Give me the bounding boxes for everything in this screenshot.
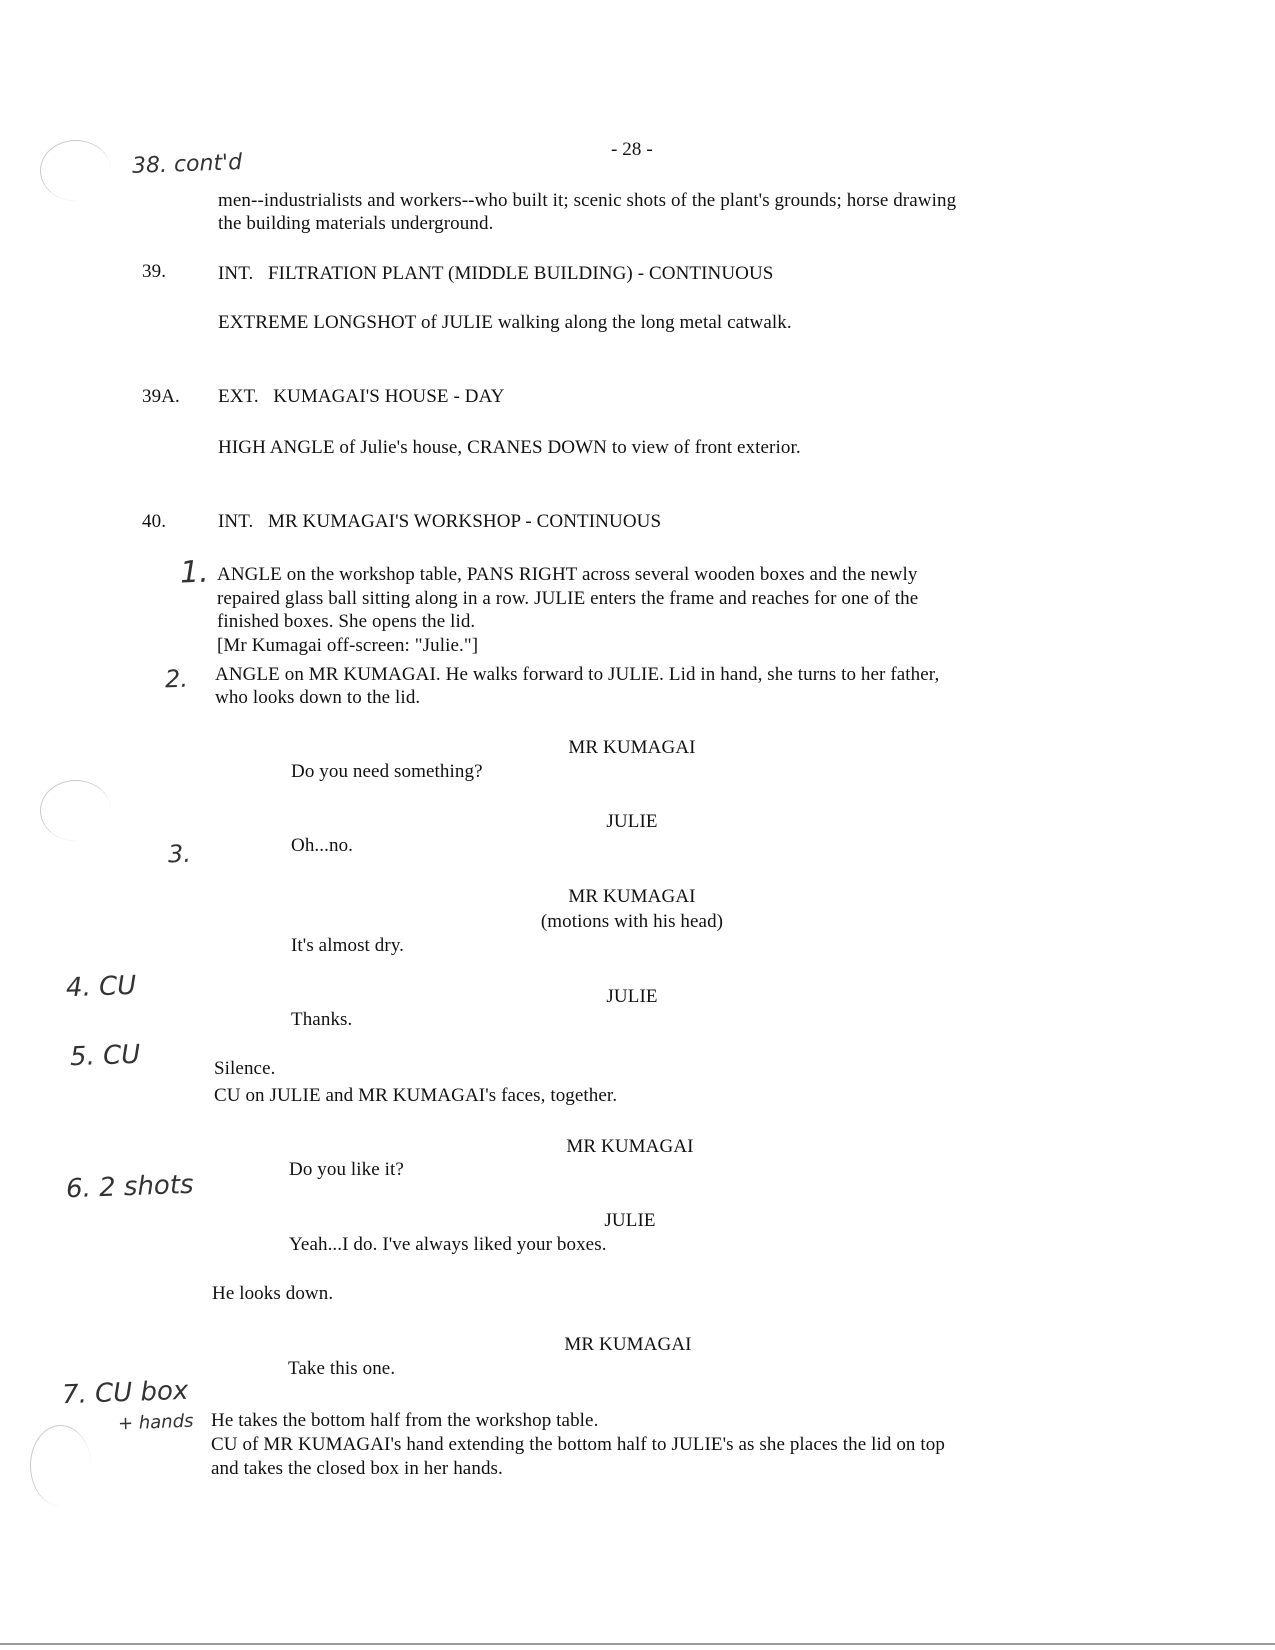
scene-heading: INT. FILTRATION PLANT (MIDDLE BUILDING) - CONTINUOUS — [218, 263, 774, 284]
action-line: men--industrialists and workers--who built it; scenic shots of the plant's grounds; horse drawing — [218, 190, 957, 211]
scene-heading: INT. MR KUMAGAI'S WORKSHOP - CONTINUOUS — [218, 511, 662, 532]
handwritten-shot-7: 7. CU box — [61, 1375, 189, 1411]
action-line: CU of MR KUMAGAI's hand extending the bottom half to JULIE's as she places the lid on top — [211, 1434, 945, 1455]
scene-heading: EXT. KUMAGAI'S HOUSE - DAY — [218, 386, 505, 407]
handwritten-shot-1: 1. — [179, 554, 210, 591]
handwritten-shot-2: 2. — [164, 664, 189, 694]
character-name: JULIE — [606, 811, 658, 832]
scan-smudge — [40, 140, 111, 201]
character-name: JULIE — [604, 1210, 656, 1231]
handwritten-note-contd: 38. cont'd — [131, 150, 243, 179]
action-line: who looks down to the lid. — [215, 687, 421, 708]
handwritten-shot-3: 3. — [167, 839, 192, 869]
dialogue-line: Take this one. — [288, 1358, 396, 1379]
page-number: - 28 - — [611, 139, 653, 160]
dialogue-line: Yeah...I do. I've always liked your boxes. — [289, 1234, 607, 1255]
character-name: MR KUMAGAI — [564, 1334, 692, 1355]
dialogue-line: It's almost dry. — [291, 935, 405, 956]
scene-number: 40. — [142, 511, 167, 532]
character-name: MR KUMAGAI — [568, 886, 696, 907]
action-line: Silence. — [214, 1058, 276, 1079]
dialogue-line: Do you need something? — [291, 761, 483, 782]
scan-smudge — [30, 1425, 91, 1506]
action-line: He looks down. — [212, 1283, 334, 1304]
scan-smudge — [40, 780, 111, 841]
character-name: MR KUMAGAI — [568, 737, 696, 758]
action-line: He takes the bottom half from the workshop table. — [211, 1410, 599, 1431]
dialogue-line: Do you like it? — [289, 1159, 404, 1180]
action-line: EXTREME LONGSHOT of JULIE walking along the long metal catwalk. — [218, 312, 792, 333]
handwritten-shot-6: 6. 2 shots — [65, 1169, 195, 1205]
action-line: CU on JULIE and MR KUMAGAI's faces, together. — [214, 1085, 618, 1106]
character-name: MR KUMAGAI — [566, 1136, 694, 1157]
page-bottom-edge — [0, 1643, 1275, 1645]
handwritten-shot-7-hands: + hands — [117, 1410, 194, 1435]
parenthetical: (motions with his head) — [540, 911, 724, 932]
action-line: finished boxes. She opens the lid. — [217, 611, 476, 632]
action-line: HIGH ANGLE of Julie's house, CRANES DOWN to view of front exterior. — [218, 437, 801, 458]
action-line: ANGLE on MR KUMAGAI. He walks forward to JULIE. Lid in hand, she turns to her father, — [215, 664, 940, 685]
handwritten-shot-4: 4. CU — [65, 970, 137, 1004]
dialogue-line: Oh...no. — [291, 835, 354, 856]
scene-number: 39A. — [142, 386, 180, 407]
handwritten-shot-5: 5. CU — [69, 1039, 141, 1073]
action-line: [Mr Kumagai off-screen: "Julie."] — [217, 635, 479, 656]
character-name: JULIE — [606, 986, 658, 1007]
scene-number: 39. — [142, 261, 167, 282]
dialogue-line: Thanks. — [291, 1009, 353, 1030]
action-line: and takes the closed box in her hands. — [211, 1458, 503, 1479]
action-line: the building materials underground. — [218, 213, 494, 234]
action-line: ANGLE on the workshop table, PANS RIGHT across several wooden boxes and the newly — [217, 564, 918, 585]
action-line: repaired glass ball sitting along in a row. JULIE enters the frame and reaches for one of the — [217, 588, 919, 609]
